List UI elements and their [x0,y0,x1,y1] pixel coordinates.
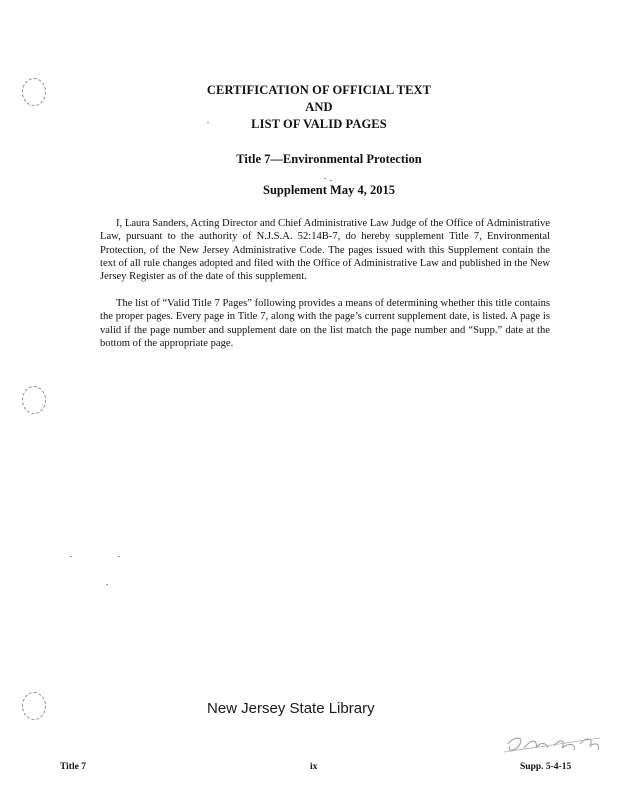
handwritten-initials [500,722,610,760]
title-line: Title 7—Environmental Protection [236,152,422,166]
heading-line-2: AND [305,100,333,114]
scan-speck [106,584,108,585]
punch-hole-middle [22,386,46,414]
scan-speck [118,556,120,557]
heading-line-3: LIST OF VALID PAGES [251,117,387,131]
valid-pages-paragraph: The list of “Valid Title 7 Pages” following provides a means of determining whether this title contains the proper pages. Every page in Title 7, along with the page’s current supplement date, is listed. A page is valid if the page number and supplement date on the list match the page number and “Supp.” date at the bottom of the appropriate page. [100,298,550,349]
library-stamp: New Jersey State Library [207,700,375,717]
supplement-date: Supplement May 4, 2015 [263,183,395,197]
certification-paragraph: I, Laura Sanders, Acting Director and Chief Administrative Law Judge of the Office of Administrative Law, pursuant to the authority of N.J.S.A. 52:14B-7, do hereby supplement Title 7, Environmental Protection, of the New Jersey Administrative Code. The pages issued with this Supplement contain the text of all rule changes adopted and filed with the Office of Administrative Law and published in the New Jersey Register as of the date of this supplement. [100,218,550,283]
footer-title: Title 7 [60,762,86,772]
scan-speck [330,180,332,181]
punch-hole-bottom [22,692,46,720]
scan-speck [324,178,326,179]
scan-speck [70,556,72,557]
heading-line-1: CERTIFICATION OF OFFICIAL TEXT [206,83,432,97]
certification-heading [0,82,618,133]
footer-page-number: ix [310,762,318,772]
footer-supplement: Supp. 5-4-15 [520,762,572,772]
